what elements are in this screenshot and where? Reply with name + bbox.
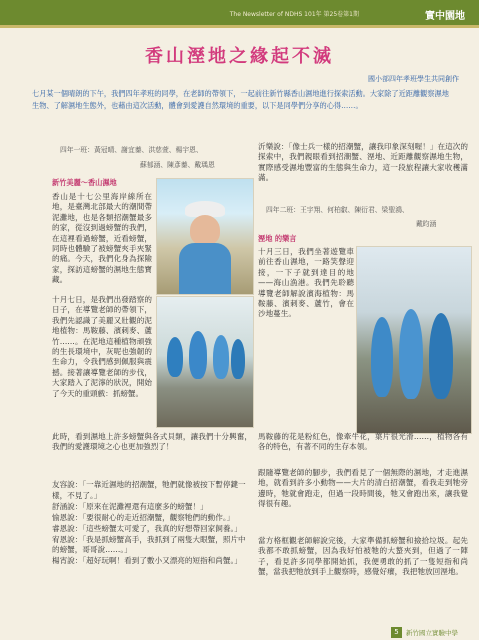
photo-group-wetland <box>156 296 254 428</box>
photo-figure <box>371 317 393 397</box>
photo-figure <box>167 337 183 377</box>
article-byline: 國小部四年孝班學生共同創作 <box>368 75 459 83</box>
section-title: 實中園地 <box>425 11 465 22</box>
running-header-text: The Newsletter of NDHS 101年 第25卷第1期 <box>229 11 359 18</box>
photo-figure <box>189 331 207 379</box>
photo-student-crabs <box>156 178 254 295</box>
photo-students-beach <box>356 246 472 434</box>
paragraph-1: 香山是十七公里海岸線所在地，是臺灣北部最大的潮間帶泥灘地，也是各類招潮蟹最多的家，從沒到過螃蟹的我們，在這裡看過螃蟹，近看螃蟹，同時也體驗了被螃蟹夾手夾緊的痛。今天，我們化身為探險家，探訪這螃蟹的濕地生態寶藏。 <box>52 192 152 285</box>
photo-figure <box>179 243 231 294</box>
photo-figure <box>231 339 245 379</box>
authors-line-1: 四年一班：黃冠晴、謝宜蓁、洪慈萱、楊宇恩、 <box>60 146 203 154</box>
paragraph-col2-4: 跟隨導覽老師的腳步，我們看見了一個無際的濕地，才走進濕地，就看到許多小動物——大片的清白招潮蟹，看我走到牠旁邊時，牠就會跑走，但過一段時間後，牠又會跑出來，讓我覺得很有趣。 <box>258 468 468 509</box>
article-title: 香山溼地之緣起不滅 <box>145 46 334 67</box>
photo-figure <box>190 215 220 245</box>
section-heading-2: 溼地 的樂言 <box>258 234 297 243</box>
paragraph-col2-5: 當方格框觀老師解說完後，大家準備抓螃蟹和撿拾垃圾。起先我都不敢抓螃蟹，因為我好怕被牠的大螯夾到，但過了一陣子，看見許多同學都開始抓，我便勇敢的抓了一隻短指和尚蟹，當我把牠放到手上觀察時，感覺好癢，我把牠放回溼地。 <box>258 536 468 577</box>
dialog-list <box>52 480 252 567</box>
page-number: 5 <box>391 627 402 638</box>
dialog-line: 睿恩說：「這些螃蟹太可愛了，我真的好想帶回家飼養。」 <box>52 523 242 533</box>
dialog-line: 愉恩說：「要很耐心的走近招潮蟹，觀察牠們的動作。」 <box>52 512 235 522</box>
page-header <box>0 0 479 28</box>
authors-line-4: 戴昀涵 <box>416 220 437 228</box>
paragraph-col2-3: 馬鞍藤的花是粉紅色，像牽牛花，葉片很光滑……，植物各有各的特色，有著不同的生存本領。 <box>258 432 468 452</box>
dialog-line: 舒涵說：「原來在泥灘裡還有這麼多的螃蟹！」 <box>52 501 208 511</box>
paragraph-col2-2: 十月三日，我們坐著遊覽車前往香山濕地，一路笑聲迎接，一下子就到達目的地——海山漁港。我們先聆聽導覽老師解說濱海植物：馬鞍藤、濱刺麥、蘆竹，會在沙地蔓生。 <box>258 247 354 319</box>
paragraph-3: 此時，看到濕地上許多螃蟹與各式貝類，讓我們十分興奮，我們的愛護環境之心也更加強烈了！ <box>52 432 252 452</box>
authors-line-3: 四年二班：王宇翔、何柏叡、陳衍君、梁聖鴻、 <box>266 206 409 214</box>
paragraph-2: 十月七日，是我們出發踏察的日子，在導覽老師的帶領下，我們先認識了美麗又壯觀的泥地植物：馬鞍藤、濱刺麥、蘆竹……。在泥地這種植物頑強的生長環境中，灰呢也強韌的生命力，令我們感到佩服與震撼。接著讓導覽老師的步伐，大家踏入了泥濘的狀況，開始了今天的重頭戲：抓螃蟹。 <box>52 295 152 398</box>
section-heading-1: 新竹美麗～香山濕地 <box>52 178 117 187</box>
dialog-line: 宥恩說：「我是抓螃蟹高手，我抓到了兩隻大眼蟹，照片中的螃蟹，哥哥說……。」 <box>52 534 246 555</box>
photo-figure <box>399 309 423 399</box>
authors-line-2: 蘇郁涵、陳彥蓁、戴瑀恩 <box>140 161 215 169</box>
authors-group-2 <box>266 203 436 231</box>
paragraph-col2-1: 沂樂說：「像士兵一樣的招潮蟹，讓我印象深刻喔！」在這次的探索中，我們親眼看到招潮蟹、溼地、近距離觀察濕地生物，實際感受濕地豐富的生態與生命力，這一段旅程讓大家收穫滿滿。 <box>258 142 468 183</box>
dialog-line: 楊宵說：「超好玩啊！看到了數小又漂亮的短指和尚蟹。」 <box>52 556 242 566</box>
article-intro: 七月某一個晴朗的下午，我們四年孝班的同學，在老師的帶領下，一起前往新竹縣香山濕地進行探索活動。大家除了近距離觀察濕地生物、了解濕地生態外，也藉由這次活動，體會到愛護自然環境的重要，以下是同學們分享的心得……。 <box>32 89 449 110</box>
photo-figure <box>429 313 453 399</box>
dialog-line: 友容說：「一靠近濕地的招潮蟹，牠們就像被按下暫停鍵一樣，不見了。」 <box>52 480 246 500</box>
photo-figure <box>213 335 229 379</box>
header-stripe <box>0 25 479 28</box>
footer-label: 新竹國立實驗中學 <box>406 629 458 637</box>
